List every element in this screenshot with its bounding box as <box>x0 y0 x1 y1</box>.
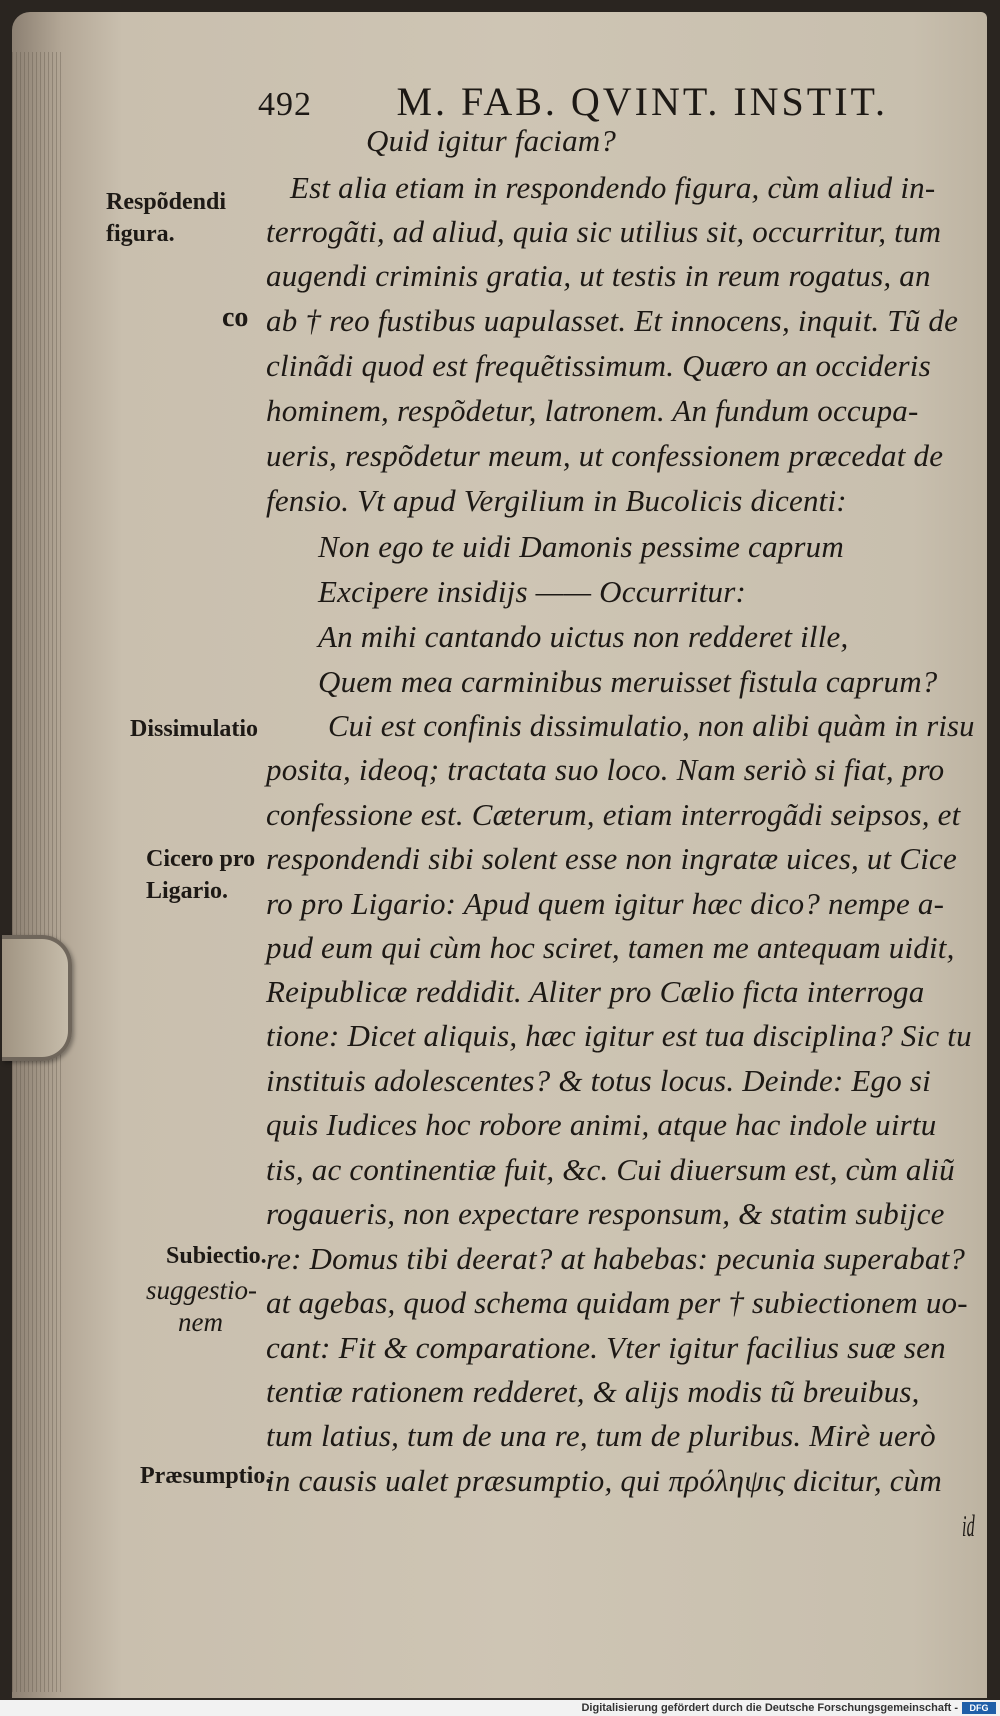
text-line: tentiæ rationem redderet, & alijs modis tũ breuibus, <box>266 1374 920 1409</box>
margin-note-respondendi <box>106 186 226 250</box>
margin-note-line: Ligario. <box>146 878 228 904</box>
footer-bar <box>0 1700 1000 1716</box>
running-head <box>258 78 888 125</box>
text-line: Quem mea carminibus meruisset fistula caprum? <box>318 664 938 699</box>
text-line: clinãdi quod est frequẽtissimum. Quæro an occideris <box>266 348 931 383</box>
text-line: fensio. Vt apud Vergilium in Bucolicis dicenti: <box>266 483 847 518</box>
text-line: tum latius, tum de una re, tum de pluribus. Mirè uerò <box>266 1418 936 1453</box>
margin-note-line: Respõdendi <box>106 189 227 215</box>
text-line: An mihi cantando uictus non redderet ille, <box>318 619 849 654</box>
text-line: Cui est confinis dissimulatio, non alibi quàm in risu <box>328 708 975 743</box>
text-line: Non ego te uidi Damonis pessime caprum <box>318 529 844 564</box>
margin-note-cicero <box>146 843 255 907</box>
text-line: confessione est. Cæterum, etiam interrogãdi seipsos, et <box>266 797 961 832</box>
text-line: ro pro Ligario: Apud quem igitur hæc dico? nempe a- <box>266 886 945 921</box>
footer-credit: Digitalisierung gefördert durch die Deutsche Forschungsgemeinschaft - <box>581 1702 958 1714</box>
page-number: 492 <box>258 86 312 123</box>
text-line: tis, ac continentiæ fuit, &c. Cui diuersum est, cùm aliũ <box>266 1152 955 1187</box>
text-line: ueris, respõdetur meum, ut confessionem præcedat de <box>266 438 944 473</box>
text-line: instituis adolescentes? & totus locus. Deinde: Ego si <box>266 1063 931 1098</box>
text-line: respondendi sibi solent esse non ingratæ uices, ut Cice <box>266 841 957 876</box>
page-edges <box>12 52 62 1692</box>
page-clip <box>2 935 72 1061</box>
text-line: hominem, respõdetur, latronem. An fundum occupa- <box>266 393 919 428</box>
text-line: terrogãti, ad aliud, quia sic utilius sit, occurritur, tum <box>266 214 942 249</box>
text-line: cant: Fit & comparatione. Vter igitur facilius suæ sen <box>266 1330 946 1365</box>
text-line: tione: Dicet aliquis, hæc igitur est tua disciplina? Sic tu <box>266 1018 972 1053</box>
dfg-logo: DFG <box>962 1702 996 1714</box>
margin-note-line: figura. <box>106 221 175 247</box>
text-line: Quid igitur faciam? <box>366 123 617 158</box>
margin-note-suggestionem <box>146 1274 257 1338</box>
margin-note-praesumptio: Præsumptio. <box>140 1463 272 1489</box>
text-line: re: Domus tibi deerat? at habebas: pecunia superabat? <box>266 1241 966 1276</box>
text-line: rogaueris, non expectare responsum, & statim subijce <box>266 1196 945 1231</box>
text-line: ab † reo fustibus uapulasset. Et innocens, inquit. Tũ de <box>266 303 959 338</box>
margin-note-line: suggestio- <box>146 1275 257 1305</box>
running-title: M. FAB. QVINT. INSTIT. <box>396 79 888 124</box>
margin-note-subiectio: Subiectio. <box>166 1243 267 1269</box>
text-line: at agebas, quod schema quidam per † subiectionem uo- <box>266 1285 968 1320</box>
text-line: augendi criminis gratia, ut testis in reum rogatus, an <box>266 258 931 293</box>
text-line: posita, ideoq; tractata suo loco. Nam seriò si fiat, pro <box>266 752 945 787</box>
margin-note-co: co <box>222 302 249 333</box>
margin-note-line: nem <box>178 1307 223 1337</box>
text-line: Est alia etiam in respondendo figura, cùm aliud in- <box>290 170 936 205</box>
text-line: Reipublicæ reddidit. Aliter pro Cælio ficta interroga <box>266 974 925 1009</box>
margin-note-dissimulatio: Dissimulatio <box>130 716 259 742</box>
text-line: Excipere insidijs —— Occurritur: <box>318 574 747 609</box>
text-line: pud eum qui cùm hoc sciret, tamen me antequam uidit, <box>266 930 955 965</box>
text-line: quis Iudices hoc robore animi, atque hac indole uirtu <box>266 1107 937 1142</box>
text-line: in causis ualet præsumptio, qui πρόληψις dicitur, cùm <box>266 1463 943 1498</box>
margin-note-line: Cicero pro <box>146 846 256 872</box>
text-line: id <box>962 1508 975 1543</box>
